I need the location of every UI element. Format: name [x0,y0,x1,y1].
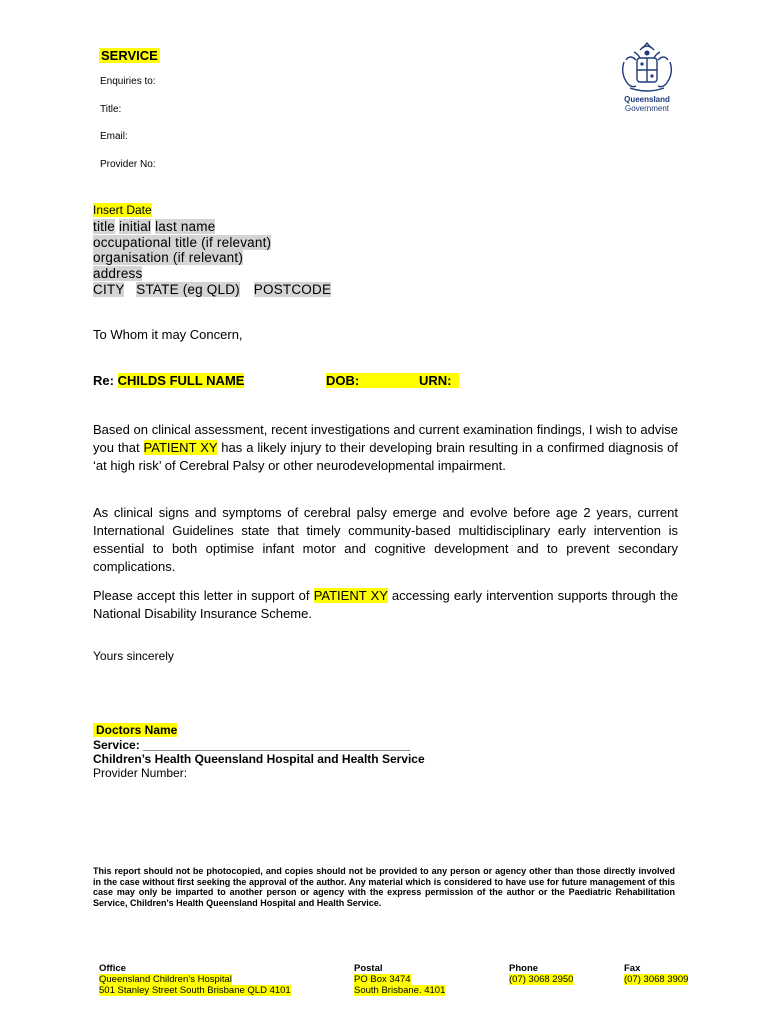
child-name-field: CHILDS FULL NAME [117,373,245,388]
disclaimer: This report should not be photocopied, and copies should not be provided to any person or agency other than those directly involved in the case without first seeking the approval of the author. Any material which is considered to have use for future management of this case may only be imparted to another person or agency with the express permission of the author or the Paediatric Rehabilitation Service, Children's Health Queensland Hospital and Health Service. [93,866,675,908]
postal-line-2: South Brisbane. 4101 [354,985,446,996]
dob-urn-field [326,373,459,388]
paragraph-3 [93,587,678,623]
p1-after: has a likely injury to their developing brain resulting in a confirmed diagnosis of ‘at high risk’ of Cerebral Palsy or other neurodevelopmental impairment. [93,440,678,473]
postal-label: Postal [354,963,383,974]
logo-line-government: Government [624,104,670,113]
patient-name-field-2: PATIENT XY [313,588,388,603]
salutation: To Whom it may Concern, [93,327,243,342]
dob-label: DOB: [326,373,360,388]
re-line [93,373,244,388]
p3-after: accessing early intervention supports through the National Disability Insurance Scheme. [93,588,678,621]
footer-postal [354,963,445,996]
provider-no-label: Provider No: [100,159,156,170]
urn-label: URN: [419,373,452,388]
service-signature-line [93,738,410,752]
office-label: Office [99,963,126,974]
provider-number-line: Provider Number: [93,766,188,780]
logo-line-queensland: Queensland [624,95,670,104]
postcode-field: POSTCODE [253,282,332,297]
organisation-line [93,250,243,266]
doctor-name-line [93,723,177,737]
footer-phone [509,963,573,985]
fax-value: (07) 3068 3909 [624,974,689,985]
service-heading: SERVICE [101,48,158,63]
name-title-field: title [93,219,116,234]
postal-line-1: PO Box 3474 [354,974,411,985]
state-field: STATE (eg QLD) [136,282,240,297]
insert-date-text: Insert Date [93,203,152,217]
occupation-field: occupational title (if relevant) [93,235,272,250]
service-signature-text: Service: ________________________________________ [93,738,410,752]
email-label: Email: [100,131,128,142]
p3-before: Please accept this letter in support of [93,588,310,603]
re-label: Re: [93,373,114,388]
name-last-field: last name [155,219,216,234]
enquiries-label: Enquiries to: [100,76,156,87]
address-field: address [93,266,143,281]
organisation-signature-text: Children’s Health Queensland Hospital and Health Service [93,752,425,766]
fax-label: Fax [624,963,641,974]
title-label: Title: [100,104,122,115]
organisation-signature-line [93,752,425,766]
phone-label: Phone [509,963,539,974]
organisation-field: organisation (if relevant) [93,250,244,265]
city-line [93,282,331,298]
occupation-line [93,235,271,251]
footer-fax [624,963,688,985]
signoff: Yours sincerely [93,649,174,663]
p1-before: Based on clinical assessment, recent investigations and current examination findings, I wish to advise you that [93,422,678,455]
office-line-2: 501 Stanley Street South Brisbane QLD 4101 [99,985,291,996]
name-initial-field: initial [118,219,152,234]
insert-date [93,203,152,217]
paragraph-2: As clinical signs and symptoms of cerebral palsy emerge and evolve before age 2 years, current International Guidelines state that timely community-based multidisciplinary early intervention is essential to both optimise infant motor and cognitive development and to prevent secondary complications. [93,505,678,574]
footer-office [99,963,291,996]
recipient-name-line [93,219,215,235]
phone-value: (07) 3068 2950 [509,974,574,985]
city-field: CITY [93,282,125,297]
paragraph-1 [93,421,678,475]
office-line-1: Queensland Children’s Hospital [99,974,232,985]
address-line [93,266,142,282]
logo-text [606,95,688,113]
patient-name-field: PATIENT XY [143,440,218,455]
doctor-name-field: Doctors Name [93,723,177,737]
